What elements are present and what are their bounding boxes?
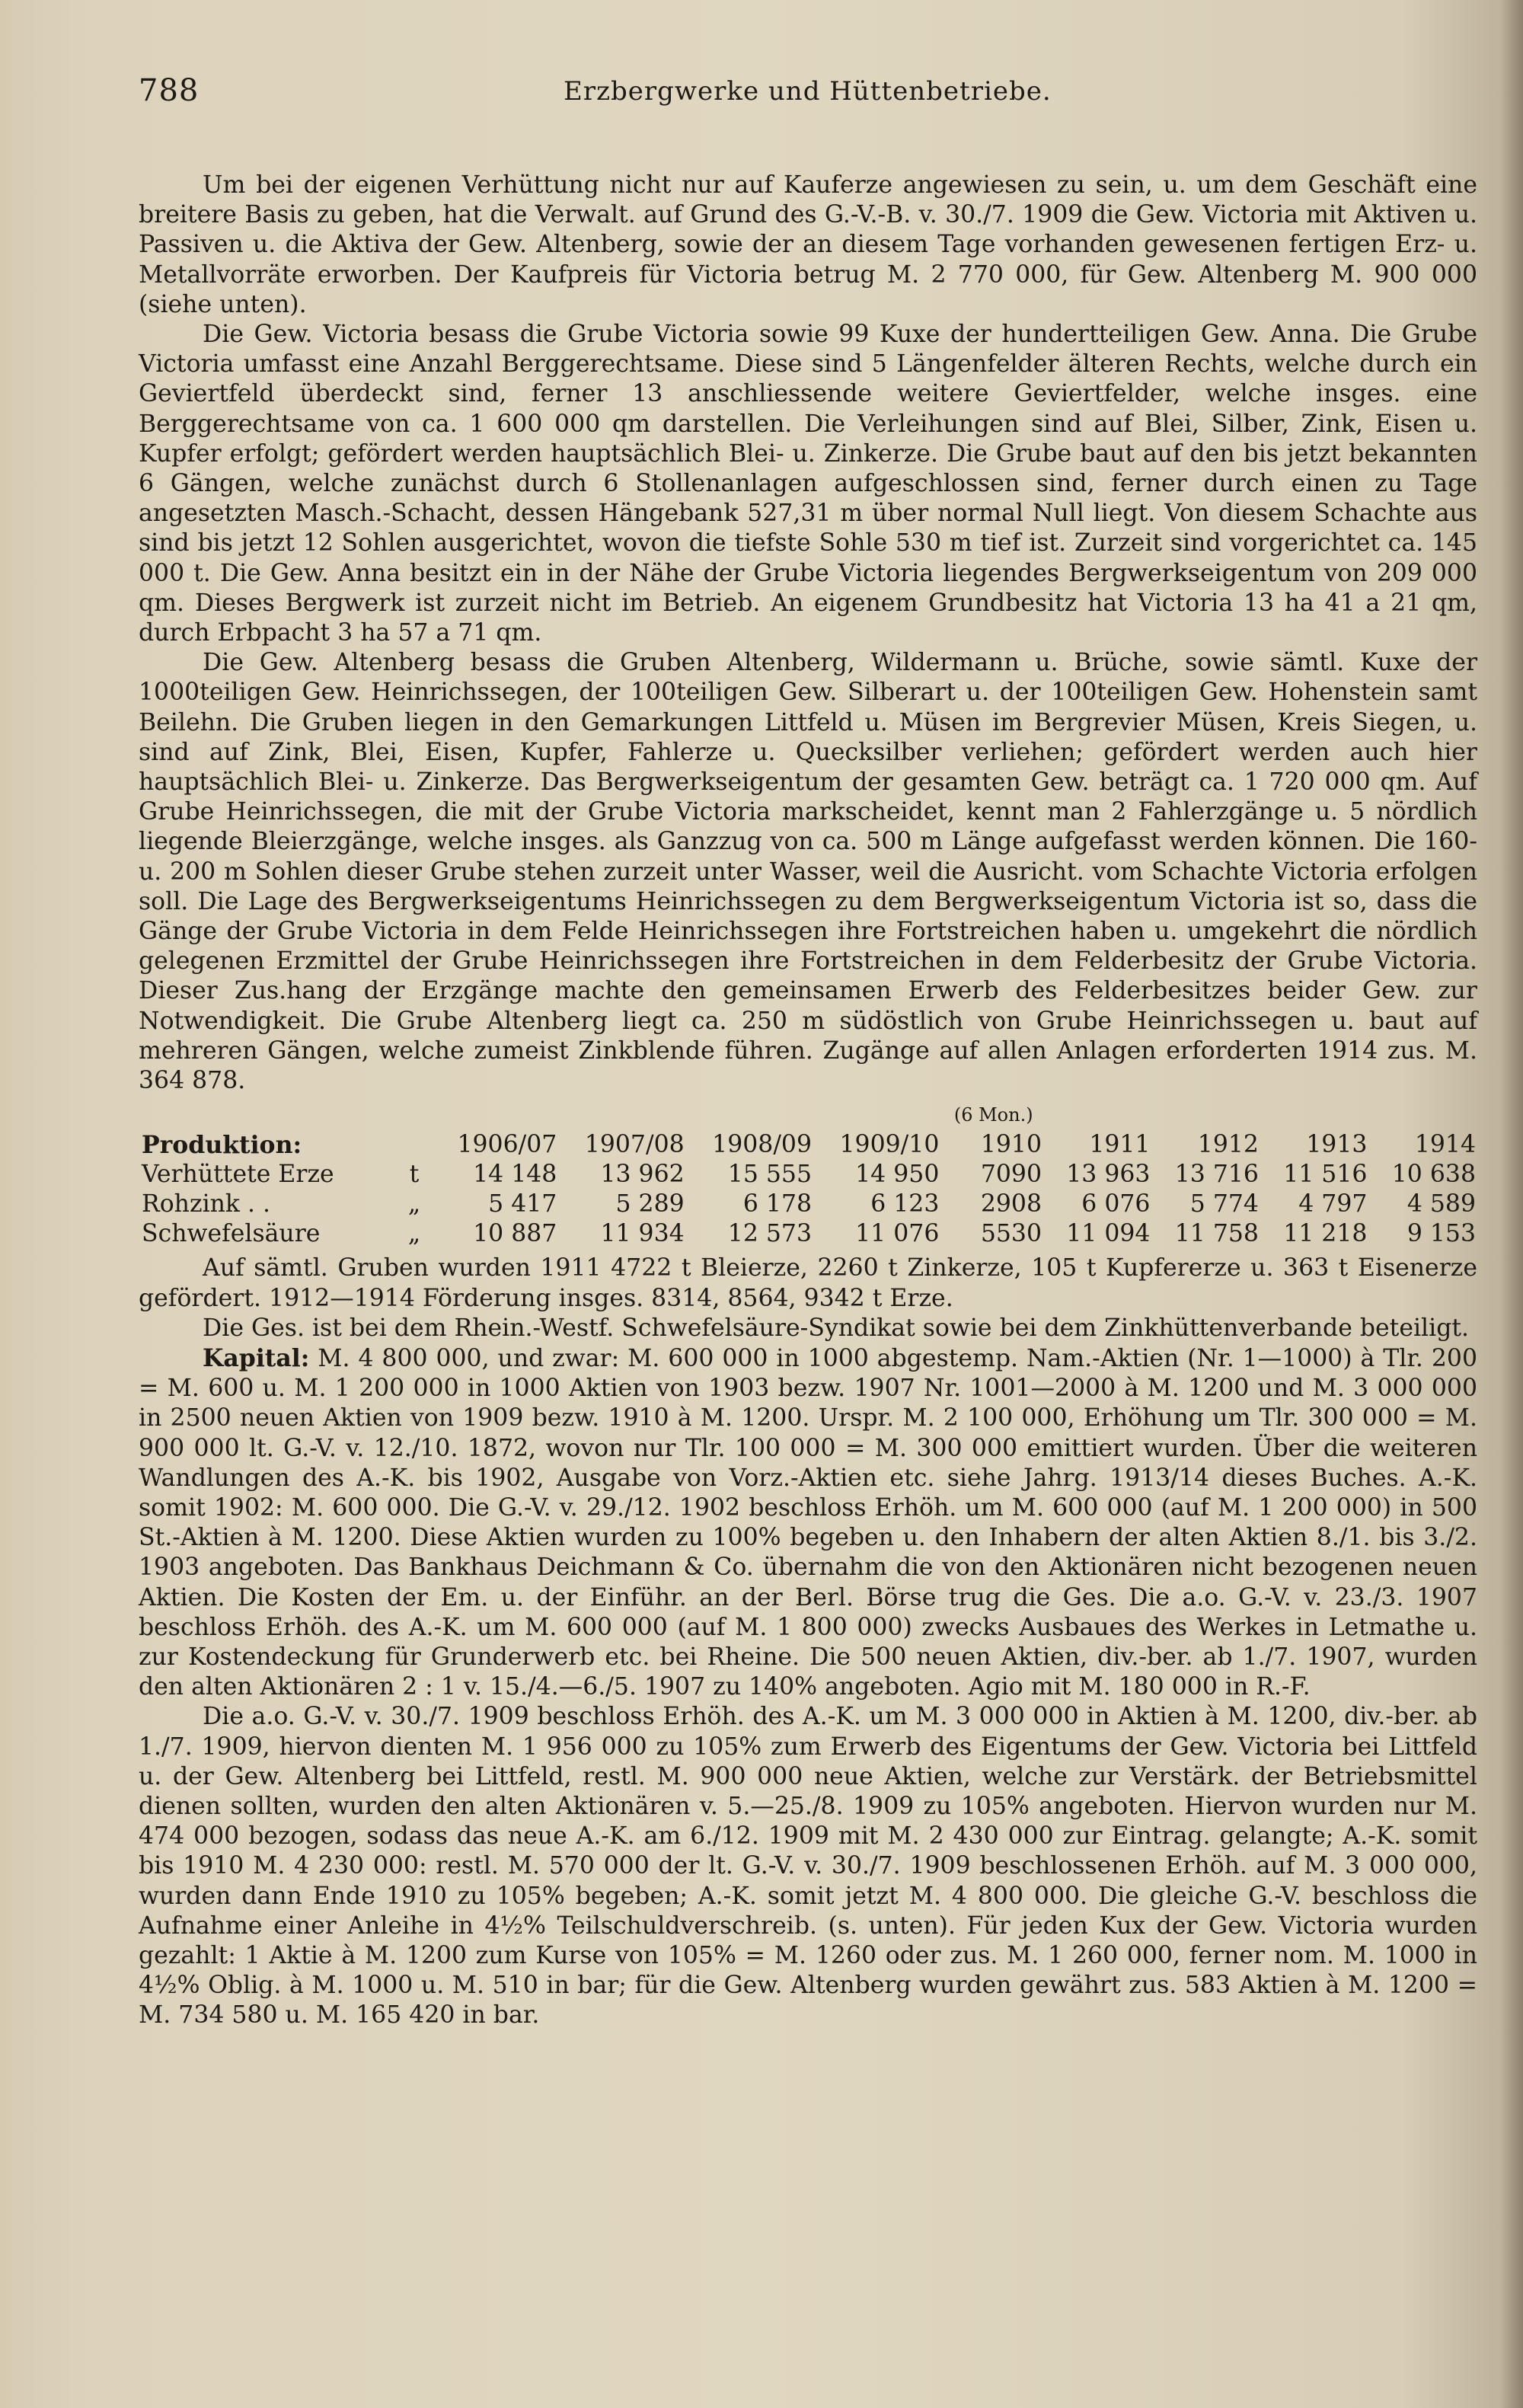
year-cell: 1908/09 xyxy=(712,1131,813,1159)
paragraph-syndicate: Die Ges. ist bei dem Rhein.-Westf. Schwefelsäure-Syndikat sowie bei dem Zinkhüttenverbande beteiligt. xyxy=(203,1314,1470,1342)
paragraph-victoria: Die Gew. Victoria besass die Grube Victoria sowie 99 Kuxe der hundertteiligen Gew. Anna. Die Grube Victoria umfasst eine Anzahl Berggerechtsame. Diese sind 5 Längenfelder älteren Rechts, welche durch ein Geviertfeld überdeckt sind, ferner 13 anschliessende weitere Geviertfelder, welche insges. eine Berggerechtsame von ca. 1 600 000 qm darstellen. Die Verleihungen sind auf Blei, Silber, Zink, Eisen u. Kupfer erfolgt; gefördert werden hauptsächlich Blei- u. Zinkerze. Die Grube baut auf den bis jetzt bekannten 6 Gängen, welche zunächst durch 6 Stollenanlagen aufgeschlossen sind, ferner durch einen zu Tage angesetzten Masch.-Schacht, dessen Hängebank 527,31 m über normal Null liegt. Von diesem Schachte aus sind bis jetzt 12 Sohlen ausgerichtet, wovon die tiefste Sohle 530 m tief ist. Zurzeit sind vorgerichtet ca. 145 000 t. Die Gew. Anna besitzt ein in der Nähe der Grube Victoria liegendes Bergwerkseigentum von 209 000 qm. Dieses Bergwerk ist zurzeit nicht im Betrieb. An eigenem Grundbesitz hat Victoria 13 ha 41 a 21 qm, durch Erbpacht 3 ha 57 a 71 qm. xyxy=(139,321,1477,647)
production-title: Produktion: xyxy=(142,1131,302,1160)
paragraph-capital xyxy=(139,1343,1477,1702)
value-cell: 12 573 xyxy=(727,1220,813,1248)
table-row xyxy=(139,1219,1479,1249)
running-title: Erzbergwerke und Hüttenbetriebe. xyxy=(564,76,1052,107)
value-cell: 5 774 xyxy=(1189,1190,1259,1218)
value-cell: 14 950 xyxy=(855,1161,940,1189)
page-edge-shadow xyxy=(1500,0,1523,2408)
value-cell: 4 797 xyxy=(1298,1190,1368,1218)
value-cell: 7090 xyxy=(980,1161,1042,1189)
value-cell: 11 094 xyxy=(1066,1220,1151,1248)
production-note-row xyxy=(139,1100,1479,1130)
page-header xyxy=(139,73,1477,119)
paragraph-acquisition: Um bei der eigenen Verhüttung nicht nur auf Kauferze angewiesen zu sein, u. um dem Geschäft eine breitere Basis zu geben, hat die Verwalt. auf Grund des G.-V.-B. v. 30./7. 1909 die Gew. Victoria mit Aktiven u. Passiven u. die Aktiva der Gew. Altenberg, sowie der an diesem Tage vorhanden gewesenen fertigen Erz- u. Metallvorräte erworben. Der Kaufpreis für Victoria betrug M. 2 770 000, für Gew. Altenberg M. 900 000 (siehe unten). xyxy=(139,171,1477,318)
row-label: Schwefelsäure xyxy=(142,1220,321,1248)
value-cell: 11 758 xyxy=(1174,1220,1259,1248)
value-cell: 13 962 xyxy=(600,1161,685,1189)
row-label: Verhüttete Erze xyxy=(142,1161,334,1189)
year-cell: 1907/08 xyxy=(584,1131,685,1159)
year-cell: 1911 xyxy=(1089,1131,1151,1159)
row-unit: „ xyxy=(407,1190,421,1218)
value-cell: 2908 xyxy=(980,1190,1042,1218)
value-cell: 14 148 xyxy=(473,1161,557,1189)
paragraph-altenberg: Die Gew. Altenberg besass die Gruben Altenberg, Wildermann u. Brüche, sowie sämtl. Kuxe der 1000teiligen Gew. Heinrichssegen, der 100teiligen Gew. Silberart u. der 100teiligen Gew. Hohenstein samt Beilehn. Die Gruben liegen in den Gemarkungen Littfeld u. Müsen im Bergrevier Müsen, Kreis Siegen, u. sind auf Zink, Blei, Eisen, Kupfer, Fahlerze u. Quecksilber verliehen; gefördert werden auch hier hauptsächlich Blei- u. Zinkerze. Das Bergwerkseigentum der gesamten Gew. beträgt ca. 1 720 000 qm. Auf Grube Heinrichssegen, die mit der Grube Victoria markscheidet, kennt man 2 Fahlerzgänge u. 5 nördlich liegende Bleierzgänge, welche insges. als Ganzzug von ca. 500 m Länge aufgefasst werden können. Die 160- u. 200 m Sohlen dieser Grube stehen zurzeit unter Wasser, weil die Ausricht. vom Schachte Victoria erfolgen soll. Die Lage des Bergwerkseigentums Heinrichssegen zu dem Bergwerkseigentum Victoria ist so, dass die Gänge der Grube Victoria in dem Felde Heinrichssegen ihre Fortstreichen haben u. umgekehrt die nördlich gelegenen Erzmittel der Grube Heinrichssegen ihre Fortstreichen in dem Felderbesitz der Grube Victoria. Dieser Zus.hang der Erzgänge machte den gemeinsamen Erwerb des Felderbesitzes beider Gew. zur Notwendigkeit. Die Grube Altenberg liegt ca. 250 m südöstlich von Grube Heinrichssegen u. baut auf mehreren Gängen, welche zumeist Zinkblende führen. Zugänge auf allen Anlagen erforderten 1914 zus. M. 364 878. xyxy=(139,649,1477,1095)
value-cell: 5 417 xyxy=(488,1190,557,1218)
year-cell: 1906/07 xyxy=(457,1131,557,1159)
value-cell: 11 218 xyxy=(1283,1220,1368,1248)
row-unit: t xyxy=(409,1161,420,1189)
value-cell: 10 638 xyxy=(1391,1161,1476,1189)
paragraph-capital-increase: Die a.o. G.-V. v. 30./7. 1909 beschloss Erhöh. des A.-K. um M. 3 000 000 in Aktien à M. 1200, div.-ber. ab 1./7. 1909, hiervon dienten M. 1 956 000 zu 105% zum Erwerb des Eigentums der Gew. Victoria bei Littfeld u. der Gew. Altenberg bei Littfeld, restl. M. 900 000 neue Aktien, welche zur Verstärk. der Betriebsmittel dienen sollten, wurden den alten Aktionären v. 5.—25./8. 1909 zu 105% angeboten. Hiervon wurden nur M. 474 000 bezogen, sodass das neue A.-K. am 6./12. 1909 mit M. 2 430 000 zur Eintrag. gelangte; A.-K. somit bis 1910 M. 4 230 000: restl. M. 570 000 der lt. G.-V. v. 30./7. 1909 beschlossenen Erhöh. auf M. 3 000 000, wurden dann Ende 1910 zu 105% begeben; A.-K. somit jetzt M. 4 800 000. Die gleiche G.-V. beschloss die Aufnahme einer Anleihe in 4½% Teilschuldverschreib. (s. unten). Für jeden Kux der Gew. Victoria wurden gezahlt: 1 Aktie à M. 1200 zum Kurse von 105% = M. 1260 oder zus. M. 1 260 000, ferner nom. M. 1000 in 4½% Oblig. à M. 1000 u. M. 510 in bar; für die Gew. Altenberg wurden gewährt zus. 583 Aktien à M. 1200 = M. 734 580 u. M. 165 420 in bar. xyxy=(139,1703,1477,2030)
year-cell: 1914 xyxy=(1414,1131,1476,1159)
table-row xyxy=(139,1160,1479,1190)
value-cell: 15 555 xyxy=(727,1161,813,1189)
value-cell: 9 153 xyxy=(1406,1220,1476,1248)
value-cell: 6 123 xyxy=(870,1190,940,1218)
row-unit: „ xyxy=(407,1220,421,1248)
production-note: (6 Mon.) xyxy=(953,1104,1033,1126)
table-row xyxy=(139,1190,1479,1219)
capital-label: Kapital: xyxy=(203,1343,310,1372)
year-cell: 1913 xyxy=(1306,1131,1368,1159)
value-cell: 11 516 xyxy=(1283,1161,1368,1189)
value-cell: 6 076 xyxy=(1081,1190,1151,1218)
value-cell: 4 589 xyxy=(1406,1190,1476,1218)
value-cell: 5530 xyxy=(980,1220,1042,1248)
production-table xyxy=(139,1100,1479,1249)
value-cell: 11 076 xyxy=(855,1220,940,1248)
row-label: Rohzink . . xyxy=(142,1190,271,1218)
value-cell: 13 716 xyxy=(1174,1161,1259,1189)
value-cell: 11 934 xyxy=(600,1220,685,1248)
year-cell: 1910 xyxy=(980,1131,1042,1159)
year-cell: 1912 xyxy=(1197,1131,1259,1159)
value-cell: 6 178 xyxy=(742,1190,813,1218)
body-text xyxy=(139,171,1477,2031)
page-number: 788 xyxy=(139,73,200,108)
year-cell: 1909/10 xyxy=(839,1131,940,1159)
paragraph-output-1911: Auf sämtl. Gruben wurden 1911 4722 t Bleierze, 2260 t Zinkerze, 105 t Kupfererze u. 363 t Eisenerze gefördert. 1912—1914 Förderung insges. 8314, 8564, 9342 t Erze. xyxy=(139,1254,1477,1312)
value-cell: 10 887 xyxy=(473,1220,557,1248)
value-cell: 13 963 xyxy=(1066,1161,1151,1189)
production-header-row xyxy=(139,1130,1479,1160)
capital-text: M. 4 800 000, und zwar: M. 600 000 in 1000 abgestemp. Nam.-Aktien (Nr. 1—1000) à Tlr. 200 = M. 600 u. M. 1 200 000 in 1000 Aktien von 1903 bezw. 1907 Nr. 1001—2000 à M. 1200 und M. 3 000 000 in 2500 neuen Aktien von 1909 bezw. 1910 à M. 1200. Urspr. M. 2 100 000, Erhöhung um Tlr. 300 000 = M. 900 000 lt. G.-V. v. 12./10. 1872, wovon nur Tlr. 100 000 = M. 300 000 emittiert wurden. Über die weiteren Wandlungen des A.-K. bis 1902, Ausgabe von Vorz.-Aktien etc. siehe Jahrg. 1913/14 dieses Buches. A.-K. somit 1902: M. 600 000. Die G.-V. v. 29./12. 1902 beschloss Erhöh. um M. 600 000 (auf M. 1 200 000) in 500 St.-Aktien à M. 1200. Diese Aktien wurden zu 100% begeben u. den Inhabern der alten Aktien 8./1. bis 3./2. 1903 angeboten. Das Bankhaus Deichmann & Co. übernahm die von den Aktionären nicht bezogenen neuen Aktien. Die Kosten der Em. u. der Einführ. an der Berl. Börse trug die Ges. Die a.o. G.-V. v. 23./3. 1907 beschloss Erhöh. des A.-K. um M. 600 000 (auf M. 1 800 000) zwecks Ausbaues des Werkes in Letmathe u. zur Kostendeckung für Grunderwerb etc. bei Rheine. Die 500 neuen Aktien, div.-ber. ab 1./7. 1907, wurden den alten Aktionären 2 : 1 v. 15./4.—6./5. 1907 zu 140% angeboten. Agio mit M. 180 000 in R.-F. xyxy=(139,1344,1477,1701)
value-cell: 5 289 xyxy=(615,1190,685,1218)
